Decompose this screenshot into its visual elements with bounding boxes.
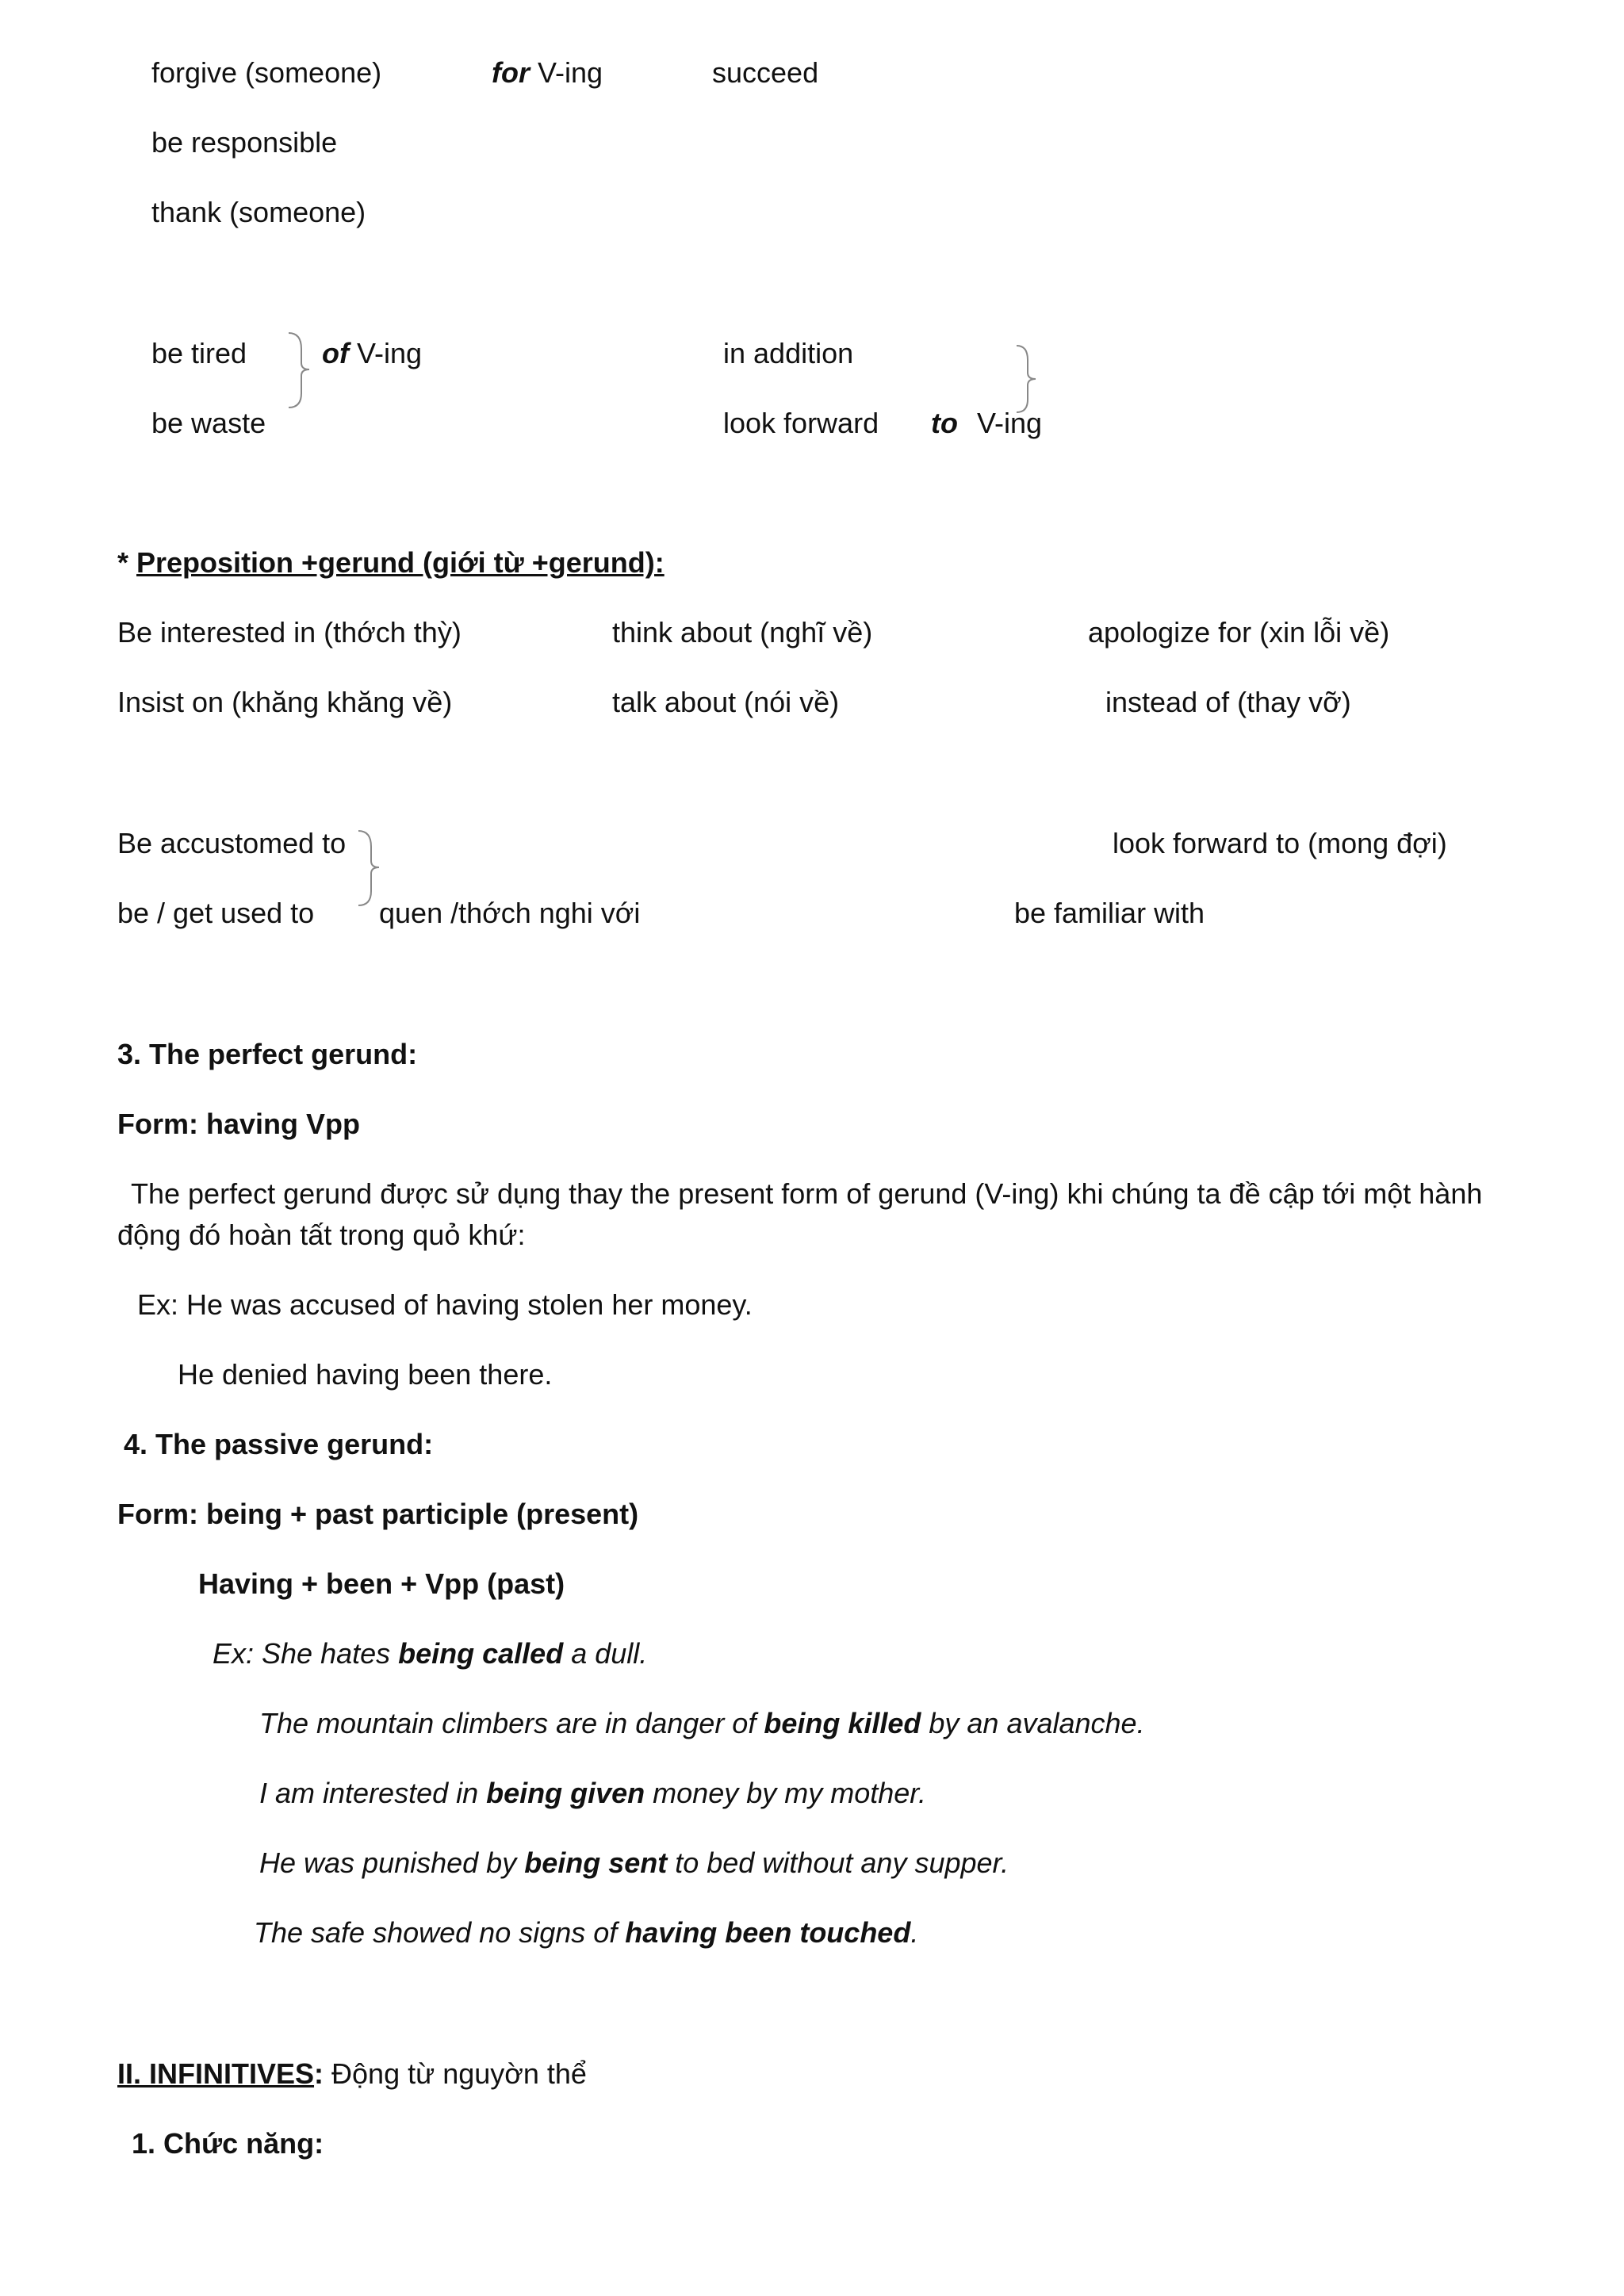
prep-look-forward-to: look forward to (mong đợi) <box>1113 827 1447 859</box>
perfect-example-2: He denied having been there. <box>178 1358 553 1391</box>
prep-quen: quen /thớch nghi với <box>379 897 641 929</box>
perfect-heading: 3. The perfect gerund: <box>117 1038 418 1070</box>
prep-r2c3: instead of (thay vỡ) <box>1105 686 1351 718</box>
ex5-text-c: . <box>910 1916 919 1949</box>
infinitives-heading <box>117 2057 587 2091</box>
passive-heading: 4. The passive gerund: <box>124 1428 434 1460</box>
phrase-responsible: be responsible <box>151 126 338 159</box>
perfect-example-1: Ex: He was accused of having stolen her money. <box>137 1288 753 1321</box>
prep-accustomed: Be accustomed to <box>117 827 347 859</box>
phrase-in-addition: in addition <box>723 337 854 369</box>
passive-example-5 <box>254 1915 918 1950</box>
passive-example-1 <box>213 1636 647 1671</box>
prep-r2c2: talk about (nói về) <box>612 686 840 718</box>
perfect-form: Form: having Vpp <box>117 1108 360 1140</box>
passive-example-4 <box>259 1846 1009 1881</box>
infinitives-rest: Động từ nguyờn thể <box>324 2057 587 2090</box>
phrase-be-tired: be tired <box>151 337 247 369</box>
to-word: to <box>931 407 958 439</box>
prep-r1c1: Be interested in (thớch thỳ) <box>117 616 462 649</box>
for-word: for <box>492 56 530 89</box>
for-v-ing <box>492 55 603 90</box>
prep-r1c3: apologize for (xin lỗi về) <box>1088 616 1390 649</box>
ex4-text-a: He was punished by <box>259 1846 525 1879</box>
prep-heading <box>117 545 665 580</box>
ex1-text-c: a dull. <box>563 1637 648 1670</box>
infinitives-subheading: 1. Chức năng: <box>132 2127 324 2160</box>
infinitives-colon: : <box>314 2057 324 2090</box>
passive-example-3 <box>259 1776 926 1811</box>
prep-familiar: be familiar with <box>1014 897 1205 929</box>
phrase-be-waste: be waste <box>151 407 266 439</box>
to-ving: V-ing <box>977 407 1043 439</box>
ex3-text-bold: being given <box>486 1777 645 1809</box>
of-v-ing <box>322 336 422 371</box>
ex5-text-a: The safe showed no signs of <box>254 1916 626 1949</box>
perfect-description: The perfect gerund được sử dụng thay the present form of gerund (V-ing) khi chúng ta đề cập tới một hành động đó hoàn tất trong quỏ khứ: <box>117 1177 1483 1251</box>
passive-form-1: Form: being + past participle (present) <box>117 1498 639 1530</box>
ex2-text-a: The mountain climbers are in danger of <box>259 1707 764 1739</box>
prep-r2c1: Insist on (khăng khăng về) <box>117 686 453 718</box>
passive-example-2 <box>259 1706 1145 1741</box>
brace-of <box>285 331 314 411</box>
ex1-text-bold: being called <box>398 1637 564 1670</box>
ex2-text-bold: being killed <box>764 1707 921 1739</box>
ex5-text-bold: having been touched <box>625 1916 911 1949</box>
prep-star: * <box>117 546 137 579</box>
ex3-text-a: I am interested in <box>259 1777 487 1809</box>
ex4-text-bold: being sent <box>524 1846 668 1879</box>
prep-r1c2: think about (nghĩ về) <box>612 616 873 649</box>
phrase-forgive: forgive (someone) <box>151 56 382 89</box>
ex4-text-c: to bed without any supper. <box>667 1846 1009 1879</box>
passive-form-2: Having + been + Vpp (past) <box>198 1567 565 1600</box>
ex1-text-a: Ex: She hates <box>213 1637 399 1670</box>
infinitives-title: II. INFINITIVES <box>117 2057 315 2090</box>
brace-to <box>1013 344 1042 415</box>
ex2-text-c: by an avalanche. <box>921 1707 1145 1739</box>
for-ving: V-ing <box>530 56 603 89</box>
prep-used-to: be / get used to <box>117 897 315 929</box>
phrase-succeed: succeed <box>712 56 819 89</box>
phrase-look-forward: look forward <box>723 407 879 439</box>
prep-heading-text: Preposition +gerund (giới từ +gerund): <box>136 546 665 579</box>
of-ving: V-ing <box>348 337 423 369</box>
phrase-thank: thank (someone) <box>151 196 366 228</box>
ex3-text-c: money by my mother. <box>645 1777 926 1809</box>
of-word: of <box>322 337 349 369</box>
